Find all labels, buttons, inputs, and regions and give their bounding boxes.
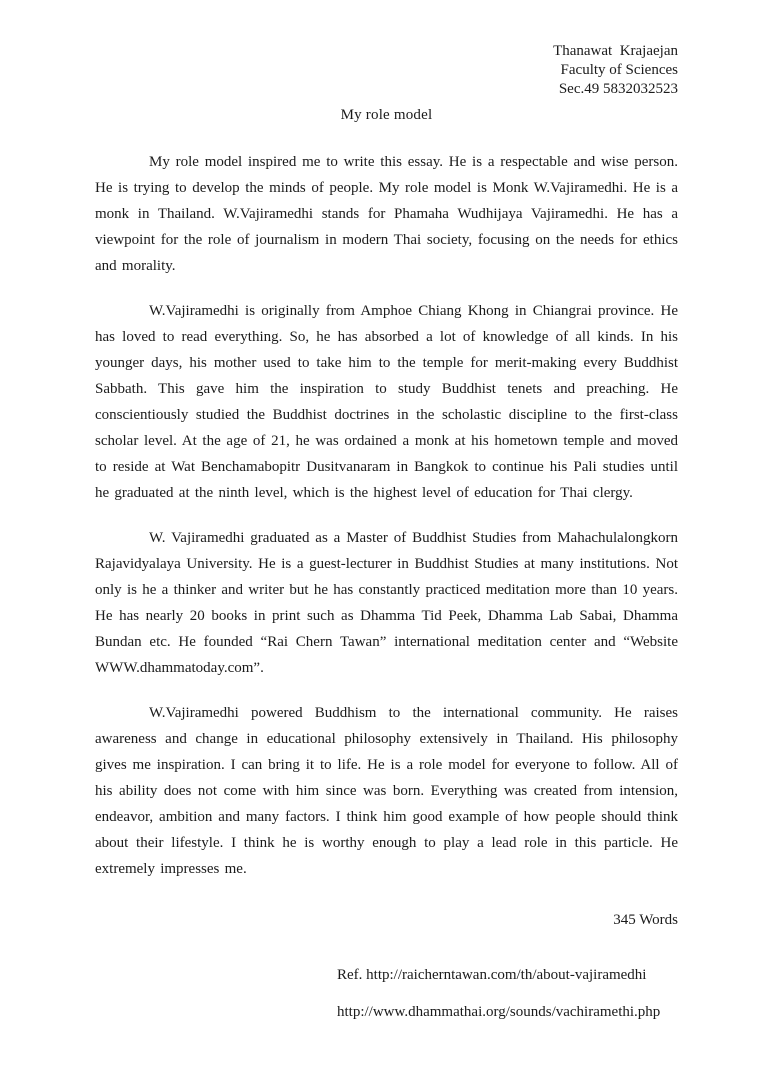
references-block [95, 963, 678, 1025]
essay-paragraph-4: W.Vajiramedhi powered Buddhism to the international community. He raises awareness and change in educational philosophy extensively in Thailand. His philosophy gives me inspiration. I can bring it to life. He is a role model for everyone to follow. All of his ability does not come with him since was born. Everything was created from intension, endeavor, ambition and many factors. I think him good example of how people should think about their lifestyle. I think he is worthy enough to play a lead role in this particle. He extremely impresses me. [95, 705, 678, 877]
document-header [95, 42, 678, 99]
essay-paragraph-1: My role model inspired me to write this essay. He is a respectable and wise person. He is trying to develop the minds of people. My role model is Monk W.Vajiramedhi. He is a monk in Thailand. W.Vajiramedhi stands for Phamaha Wudhijaya Vajiramedhi. He has a viewpoint for the role of journalism in modern Thai society, focusing on the needs for ethics and morality. [95, 154, 678, 274]
word-count: 345 Words [613, 912, 678, 928]
reference-url-2: http://www.dhammathai.org/sounds/vachiramethi.php [337, 1004, 661, 1020]
essay-paragraph-2: W.Vajiramedhi is originally from Amphoe Chiang Khong in Chiangrai province. He has loved to read everything. So, he has absorbed a lot of knowledge of all kinds. In his younger days, his mother used to take him to the temple for merit-making every Buddhist Sabbath. This gave him the inspiration to study Buddhist tenets and preaching. He conscientiously studied the Buddhist doctrines in the scholastic discipline to the first-class scholar level. At the age of 21, he was ordained a monk at his hometown temple and moved to reside at Wat Benchamabopitr Dusitvanaram in Bangkok to continue his Pali studies until he graduated at the ninth level, which is the highest level of education for Thai clergy. [95, 303, 678, 501]
section-id: Sec.49 5832032523 [558, 81, 678, 97]
faculty-name: Faculty of Sciences [560, 62, 678, 78]
essay-title: My role model [340, 107, 433, 123]
reference-url-1: Ref. http://raicherntawan.com/th/about-vajiramedhi [337, 967, 647, 983]
author-name: Thanawat Krajaejan [553, 43, 678, 59]
essay-paragraph-3: W. Vajiramedhi graduated as a Master of Buddhist Studies from Mahachulalongkorn Rajavidyalaya University. He is a guest-lecturer in Buddhist Studies at many institutions. Not only is he a thinker and writer but he has constantly practiced meditation more than 10 years. He has nearly 20 books in print such as Dhamma Tid Peek, Dhamma Lab Sabai, Dhamma Bundan etc. He founded “Rai Chern Tawan” international meditation center and “Website WWW.dhammatoday.com”. [95, 530, 678, 676]
